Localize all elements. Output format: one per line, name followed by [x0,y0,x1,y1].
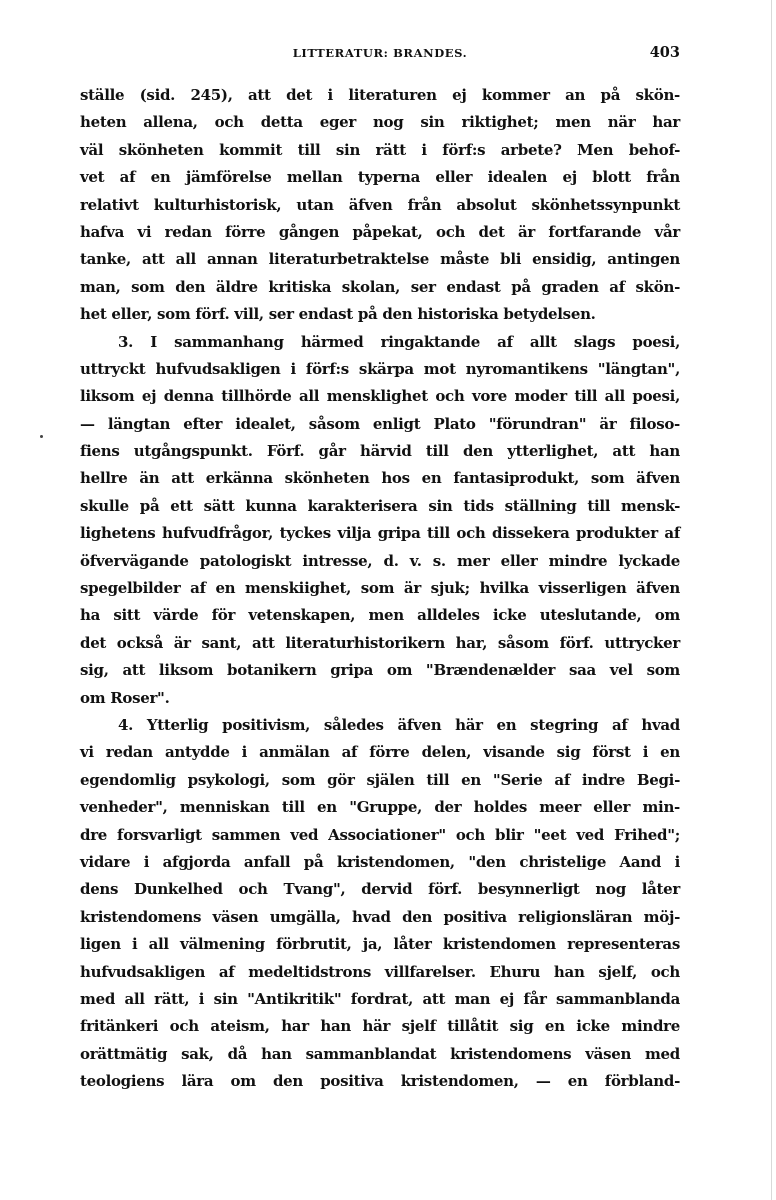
text-line: teologiens lära om den positiva kristendomen, — en förbland- [80,1072,680,1091]
text-line: öfvervägande patologiskt intresse, d. v. s. mer eller mindre lyckade [80,551,680,570]
text-line: skulle på ett sätt kunna karakterisera sin tids ställning till mensk- [80,496,680,515]
text-line: hufvudsakligen af medeltidstrons villfarelser. Ehuru han sjelf, och [80,962,680,981]
text-line: relativt kulturhistorisk, utan äfven från absolut skönhetssynpunkt [80,195,680,214]
text-line: fritänkeri och ateism, har han här sjelf tillåtit sig en icke mindre [80,1017,680,1036]
text-line: ställe (sid. 245), att det i literaturen ej kommer an på skön- [80,86,680,104]
text-line: 4. Ytterlig positivism, således äfven här en stegring af hvad [118,715,680,734]
text-line: egendomlig psykologi, som gör själen till en "Serie af indre Begi- [80,770,680,789]
text-line: man, som den äldre kritiska skolan, ser endast på graden af skön- [80,277,680,296]
text-line: fiens utgångspunkt. Förf. går härvid till den ytterlighet, att han [80,442,680,461]
text-line: väl skönheten kommit till sin rätt i förf:s arbete? Men behof- [80,140,680,159]
text-line: uttryckt hufvudsakligen i förf:s skärpa mot nyromantikens "längtan", [80,359,680,378]
page-edge-shadow [771,0,772,1200]
text-line: orättmätig sak, då han sammanblandat kristendomens väsen med [80,1044,680,1063]
text-line: dens Dunkelhed och Tvang", dervid förf. besynnerligt nog låter [80,880,680,899]
running-title: LITTERATUR: BRANDES. [292,46,468,60]
text-line: hellre än att erkänna skönheten hos en fantasiprodukt, som äfven [80,469,680,488]
text-line: spegelbilder af en menskiighet, som är sjuk; hvilka visserligen äfven [80,579,680,598]
body-text [80,82,680,1095]
text-line: venheder", menniskan till en "Gruppe, der holdes meer eller min- [80,798,680,817]
text-line: hafva vi redan förre gången påpekat, och det är fortfarande vår [80,222,680,241]
running-head [80,46,680,66]
text-line: det också är sant, att literaturhistorikern har, såsom förf. uttrycker [80,633,680,652]
text-line: dre forsvarligt sammen ved Associationer" och blir "eet ved Frihed"; [80,825,680,844]
text-line: — längtan efter idealet, såsom enligt Plato "förundran" är filoso- [80,414,680,433]
text-line: vet af en jämförelse mellan typerna eller idealen ej blott från [80,168,680,187]
text-line: heten allena, och detta eger nog sin riktighet; men när har [80,113,680,132]
text-line: liksom ej denna tillhörde all mensklighet och vore moder till all poesi, [80,387,680,406]
text-line: ligen i all välmening förbrutit, ja, låter kristendomen representeras [80,935,680,954]
text-line: 3. I sammanhang härmed ringaktande af allt slags poesi, [118,332,680,351]
text-line: om Roser". [80,688,170,707]
text-line: lighetens hufvudfrågor, tyckes vilja gripa till och dissekera produkter af [80,524,680,543]
text-line: sig, att liksom botanikern gripa om "Brændenælder saa vel som [80,661,680,680]
text-line: vidare i afgjorda anfall på kristendomen, "den christelige Aand i [80,852,680,871]
page-number: 403 [649,44,680,61]
text-line: ha sitt värde för vetenskapen, men alldeles icke uteslutande, om [80,606,680,625]
text-line: het eller, som förf. vill, ser endast på den historiska betydelsen. [80,305,596,324]
text-line: kristendomens väsen umgälla, hvad den positiva religionsläran möj- [80,907,680,926]
text-line: med all rätt, i sin "Antikritik" fordrat, att man ej får sammanblanda [80,989,680,1008]
text-line: tanke, att all annan literaturbetraktelse måste bli ensidig, antingen [80,250,680,269]
margin-dot [40,435,43,438]
text-line: vi redan antydde i anmälan af förre delen, visande sig först i en [80,743,680,762]
